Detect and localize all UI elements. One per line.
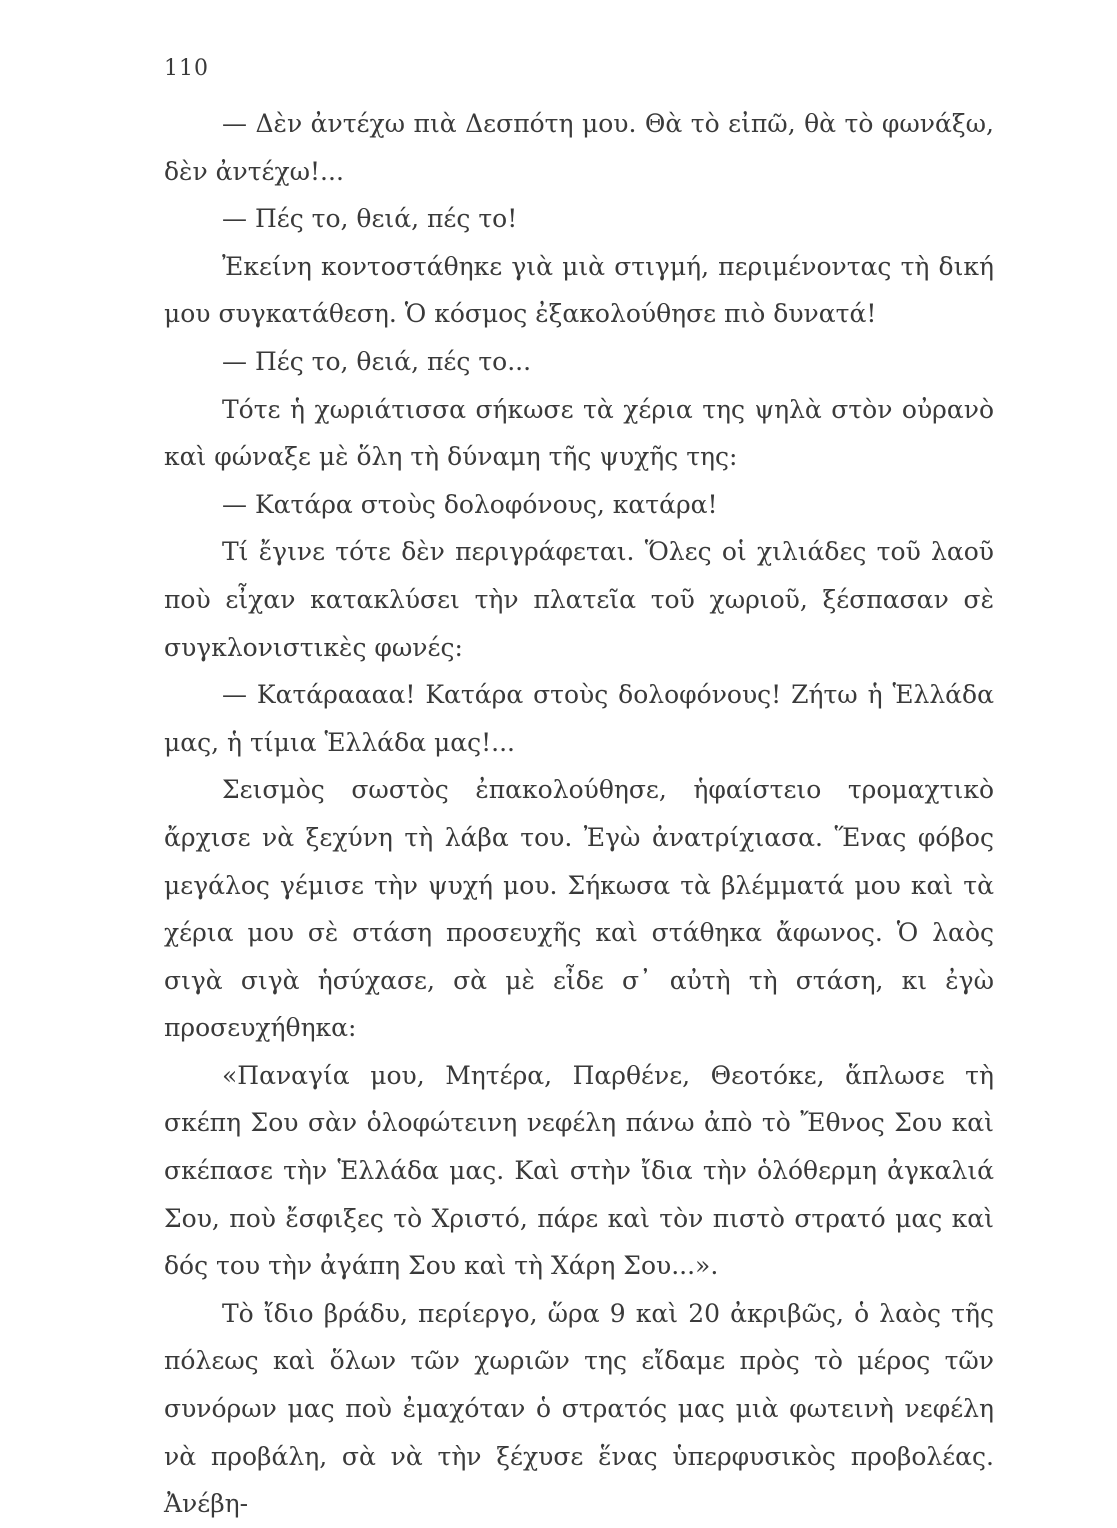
page-number: 110 — [164, 56, 209, 81]
paragraph-6: — Κατάρα στοὺς δολοφόνους, κατάρα! — [222, 489, 718, 519]
paragraph-11: Τὸ ἴδιο βράδυ, περίεργο, ὥρα 9 καὶ 20 ἀκριβῶς, ὁ λαὸς τῆς πόλεως καὶ ὅλων τῶν χωριῶν της εἴδαμε πρὸς τὸ μέρος τῶν συνόρων μας ποὺ ἐμαχόταν ὁ στρατός μας μιὰ φωτεινὴ νεφέλη νὰ προβάλη, σὰ νὰ τὴν ξέχυσε ἕνας ὑπερφυσικὸς προβολέας. Ἀνέβη- — [164, 1298, 994, 1519]
paragraph-8: — Κατάραααα! Κατάρα στοὺς δολοφόνους! Ζήτω ἡ Ἑλλάδα μας, ἡ τίμια Ἑλλάδα μας!... — [164, 680, 994, 757]
paragraph-10: «Παναγία μου, Μητέρα, Παρθένε, Θεοτόκε, ἅπλωσε τὴ σκέπη Σου σὰν ὁλοφώτεινη νεφέλη πάνω ἀπὸ τὸ Ἔθνος Σου καὶ σκέπασε τὴν Ἑλλάδα μας. Καὶ στὴν ἴδια τὴν ὁλόθερμη ἀγκαλιά Σου, ποὺ ἔσφιξες τὸ Χριστό, πάρε καὶ τὸν πιστὸ στρατό μας καὶ δός του τὴν ἀγάπη Σου καὶ τὴ Χάρη Σου...». — [164, 1060, 994, 1281]
paragraph-9: Σεισμὸς σωστὸς ἐπακολούθησε, ἡφαίστειο τρομαχτικὸ ἄρχισε νὰ ξεχύνη τὴ λάβα του. Ἐγὼ ἀνατρίχιασα. Ἕνας φόβος μεγάλος γέμισε τὴν ψυχή μου. Σήκωσα τὰ βλέμματά μου καὶ τὰ χέρια μου σὲ στάση προσευχῆς καὶ στάθηκα ἄφωνος. Ὁ λαὸς σιγὰ σιγὰ ἡσύχασε, σὰ μὲ εἶδε σ᾿ αὐτὴ τὴ στάση, κι ἐγὼ προσευχήθηκα: — [164, 775, 994, 1043]
paragraph-5: Τότε ἡ χωριάτισσα σήκωσε τὰ χέρια της ψηλὰ στὸν οὐρανὸ καὶ φώναξε μὲ ὅλη τὴ δύναμη τῆς ψυχῆς της: — [164, 394, 994, 472]
paragraph-3: Ἐκείνη κοντοστάθηκε γιὰ μιὰ στιγμή, περιμένοντας τὴ δική μου συγκατάθεση. Ὁ κόσμος ἐξακολούθησε πιὸ δυνατά! — [164, 251, 994, 329]
body-text — [164, 100, 994, 1528]
paragraph-2: — Πές το, θειά, πές το! — [222, 204, 518, 234]
paragraph-7: Τί ἔγινε τότε δὲν περιγράφεται. Ὅλες οἱ χιλιάδες τοῦ λαοῦ ποὺ εἶχαν κατακλύσει τὴν πλατεῖα τοῦ χωριοῦ, ξέσπασαν σὲ συγκλονιστικὲς φωνές: — [164, 537, 994, 662]
paragraph-1: — Δὲν ἀντέχω πιὰ Δεσπότη μου. Θὰ τὸ εἰπῶ, θὰ τὸ φωνάξω, δὲν ἀντέχω!... — [164, 109, 994, 186]
paragraph-4: — Πές το, θειά, πές το... — [222, 346, 532, 376]
